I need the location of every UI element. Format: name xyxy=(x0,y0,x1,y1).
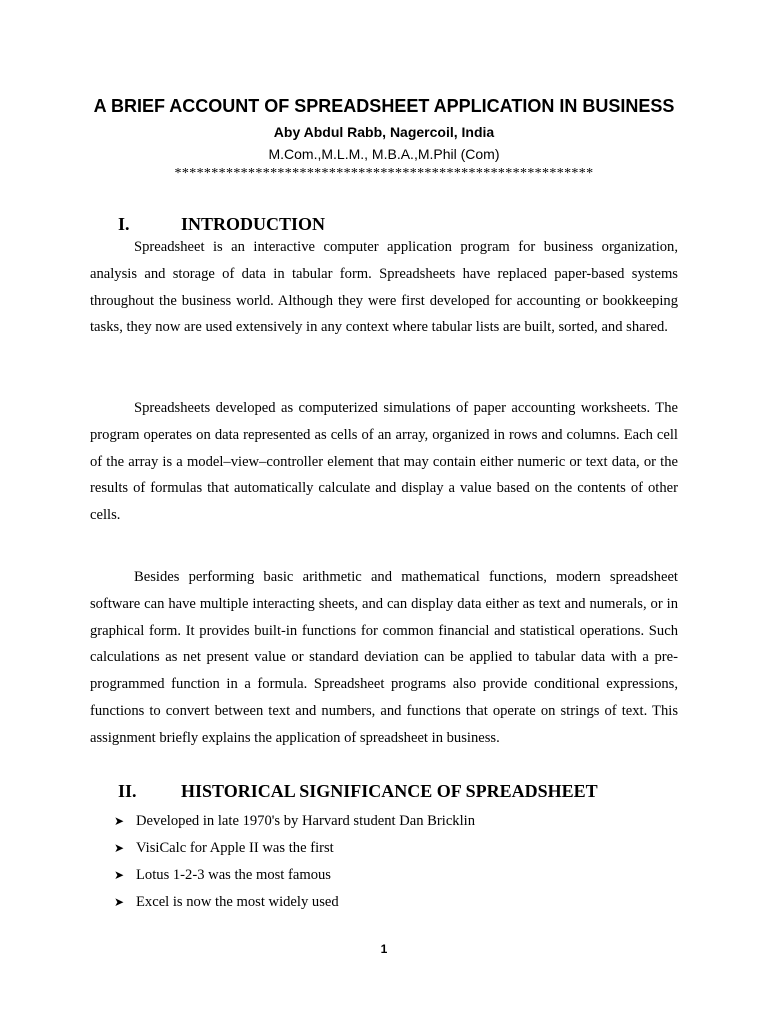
document-title: A BRIEF ACCOUNT OF SPREADSHEET APPLICATION IN BUSINESS xyxy=(93,96,675,116)
section-number: I. xyxy=(118,214,130,234)
list-item-text: Developed in late 1970's by Harvard student Dan Bricklin xyxy=(136,813,476,829)
paragraph: Spreadsheets developed as computerized simulations of paper accounting worksheets. The program operates on data represented as cells of an array, organized in rows and columns. Each cell of the array is a model–view–controller element that may contain either numeric or text data, or the results of formulas that automatically calculate and display a value based on the contents of other cells. xyxy=(90,400,678,524)
arrowhead-bullet-icon: ➤ xyxy=(114,841,125,855)
arrowhead-bullet-icon: ➤ xyxy=(114,895,125,909)
history-bullet-list xyxy=(114,809,475,917)
section-title: INTRODUCTION xyxy=(181,214,326,234)
page-number: 1 xyxy=(380,942,388,956)
section-title: HISTORICAL SIGNIFICANCE OF SPREADSHEET xyxy=(181,781,598,801)
list-item xyxy=(114,863,475,890)
section-heading-historical xyxy=(118,781,678,805)
list-item-text: Excel is now the most widely used xyxy=(136,894,339,910)
separator-line: ********************************************************* xyxy=(174,166,594,181)
section-number: II. xyxy=(118,781,137,801)
list-item-text: VisiCalc for Apple II was the first xyxy=(136,840,334,856)
arrowhead-bullet-icon: ➤ xyxy=(114,868,125,882)
arrowhead-bullet-icon: ➤ xyxy=(114,814,125,828)
author-degrees: M.Com.,M.L.M., M.B.A.,M.Phil (Com) xyxy=(268,146,500,162)
paragraph: Spreadsheet is an interactive computer application program for business organization, analysis and storage of data in tabular form. Spreadsheets have replaced paper-based systems throughout the business world. Although they were first developed for accounting or bookkeeping tasks, they now are used extensively in any context where tabular lists are built, sorted, and shared. xyxy=(90,239,678,336)
title-block xyxy=(0,94,768,183)
list-item xyxy=(114,890,475,917)
paragraph: Besides performing basic arithmetic and mathematical functions, modern spreadsheet software can have multiple interacting sheets, and can display data either as text and numerals, or in graphical form. It provides built-in functions for common financial and statistical operations. Such calculations as net present value or standard deviation can be applied to tabular data with a pre-programmed function in a formula. Spreadsheet programs also provide conditional expressions, functions to convert between text and numbers, and functions that operate on strings of text. This assignment briefly explains the application of spreadsheet in business. xyxy=(90,569,678,746)
list-item-text: Lotus 1-2-3 was the most famous xyxy=(136,867,331,883)
author-line: Aby Abdul Rabb, Nagercoil, India xyxy=(273,124,495,140)
list-item xyxy=(114,809,475,836)
list-item xyxy=(114,836,475,863)
